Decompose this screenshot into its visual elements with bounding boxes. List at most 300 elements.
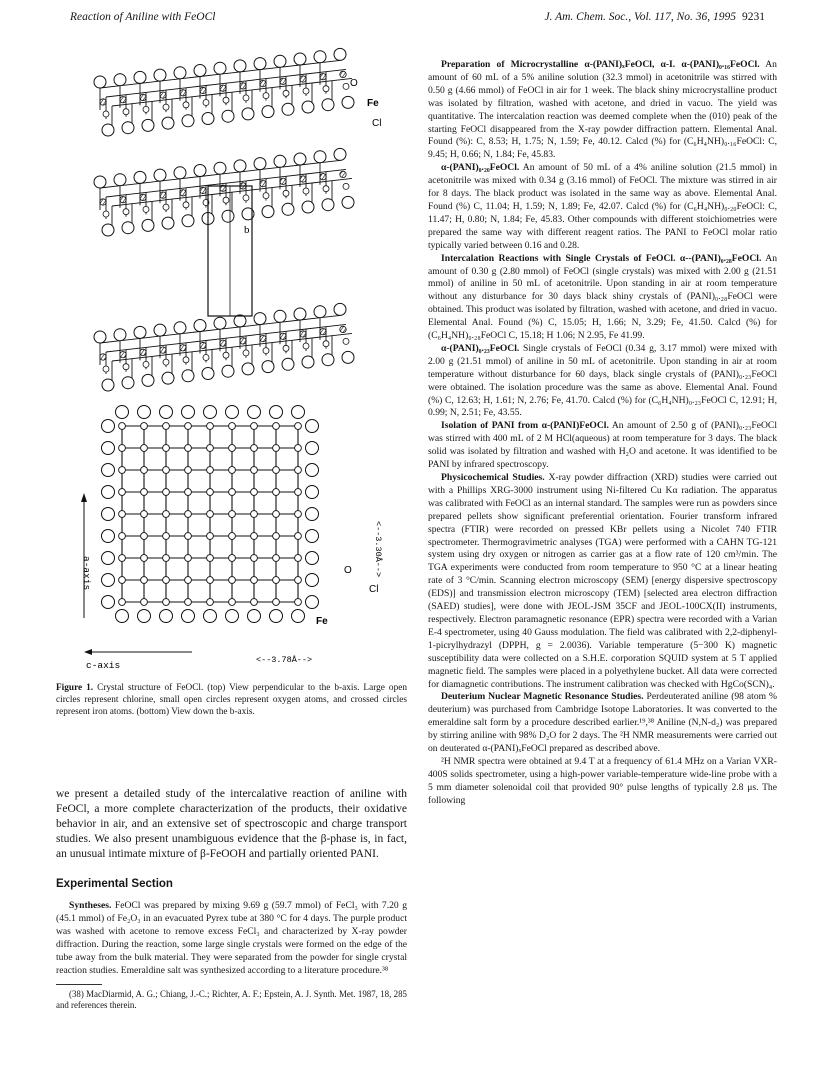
oxygen-atom bbox=[323, 341, 329, 347]
iron-atom bbox=[180, 345, 186, 351]
chlorine-atom bbox=[154, 69, 166, 81]
iron-atom bbox=[320, 74, 326, 80]
label-a-distance: <--3.30Å--> bbox=[373, 521, 383, 578]
bond bbox=[112, 359, 132, 361]
chlorine-atom bbox=[242, 363, 254, 375]
chlorine-atom bbox=[116, 406, 129, 419]
iron-atom bbox=[100, 199, 106, 205]
chlorine-atom bbox=[306, 596, 319, 609]
chlorine-atom bbox=[174, 167, 186, 179]
left-column-text bbox=[56, 787, 407, 1011]
grid-node bbox=[295, 489, 302, 496]
text-microcrystalline: An amount of 60 mL of a 5% aniline solution (32.3 mmol) in acetonitrile was stirred with 0.50 g (4.66 mmol) of FeOCl in air for 1 week. The black shiny microcrystalline product was isolated by filtration, washed with acetone, and dried in vacuo. The yield was quantitative. The intercalation reaction was deemed complete when the (010) peak of the starting FeOCl disappeared from the X-ray powder diffraction pattern. Elemental Anal. Found (%): C, 8.53; H, 1.75; N, 1.59; Fe, 40.12. Calcd (%) for (C₆H₄NH)₀.₁₆FeOCl: C, 9.45; H, 0.66; N, 1.84; Fe, 45.83. bbox=[428, 59, 777, 161]
oxygen-atom bbox=[203, 100, 209, 106]
iron-atom bbox=[140, 94, 146, 100]
bond bbox=[332, 333, 352, 335]
chlorine-atom bbox=[302, 201, 314, 213]
chlorine-atom bbox=[102, 224, 114, 236]
syntheses-heading: Syntheses. bbox=[69, 900, 112, 912]
paragraph-pani-020 bbox=[428, 162, 777, 252]
chlorine-atom bbox=[154, 169, 166, 181]
chlorine-atom bbox=[162, 117, 174, 129]
reference-38: (38) MacDiarmid, A. G.; Chiang, J.-C.; Richter, A. F.; Epstein, A. J. Synth. Met. 1987, 18, 285 and references therein. bbox=[56, 988, 407, 1010]
syntheses-text: FeOCl was prepared by mixing 9.69 g (59.7 mmol) of FeCl₃ with 7.20 g (45.1 mmol) of Fe₂O₃ in an evacuated Pyrex tube at 380 °C for 4 days. The purple product was washed with acetone to remove excess FeCl₃ and characterized by X-ray powder diffraction. During the reaction, some large single crystals were formed on the edge of the tube away from the bulk material. They were separated from the powder for single crystal reaction studies. Emeraldine salt was synthesized according to a literature procedure.³⁸ bbox=[56, 900, 407, 976]
chlorine-atom bbox=[262, 106, 274, 118]
a-axis-arrowhead bbox=[81, 493, 87, 502]
chlorine-atom bbox=[314, 51, 326, 63]
grid-node bbox=[229, 577, 236, 584]
grid-node bbox=[229, 489, 236, 496]
bond bbox=[332, 178, 352, 180]
chlorine-atom bbox=[182, 406, 195, 419]
chlorine-atom bbox=[134, 71, 146, 83]
chlorine-atom bbox=[102, 124, 114, 136]
oxygen-atom bbox=[343, 183, 349, 189]
grid-node bbox=[207, 445, 214, 452]
label-cl-bottom: Cl bbox=[369, 584, 379, 595]
chlorine-atom bbox=[138, 610, 151, 623]
chlorine-atom bbox=[162, 372, 174, 384]
heading-isolation: Isolation of PANI from α-(PANI)FeOCl. bbox=[441, 420, 609, 432]
chlorine-atom bbox=[234, 315, 246, 327]
grid-node bbox=[185, 467, 192, 474]
chlorine-atom bbox=[282, 358, 294, 370]
grid-node bbox=[273, 467, 280, 474]
bond bbox=[272, 85, 292, 87]
grid-node bbox=[119, 489, 126, 496]
grid-node bbox=[163, 489, 170, 496]
grid-node bbox=[185, 445, 192, 452]
grid-node bbox=[141, 577, 148, 584]
grid-node bbox=[185, 489, 192, 496]
bond bbox=[252, 188, 272, 190]
label-c-distance: <--3.78Å--> bbox=[256, 655, 313, 665]
iron-atom bbox=[140, 349, 146, 355]
paragraph-deuterium-nmr bbox=[428, 691, 777, 756]
grid-node bbox=[141, 423, 148, 430]
chlorine-atom bbox=[116, 610, 129, 623]
grid-node bbox=[163, 599, 170, 606]
grid-node bbox=[251, 533, 258, 540]
label-o-top: O bbox=[350, 78, 358, 89]
heading-microcrystalline: Preparation of Microcrystalline α-(PANI)ₓFeOCl, α-I. α-(PANI)₀.₁₆FeOCl. bbox=[441, 59, 760, 70]
iron-atom bbox=[180, 90, 186, 96]
chlorine-atom bbox=[102, 379, 114, 391]
iron-atom bbox=[300, 331, 306, 337]
chlorine-atom bbox=[134, 171, 146, 183]
oxygen-atom bbox=[183, 102, 189, 108]
iron-atom bbox=[260, 180, 266, 186]
grid-node bbox=[163, 423, 170, 430]
oxygen-atom bbox=[223, 97, 229, 103]
bond bbox=[292, 338, 312, 340]
chlorine-atom bbox=[248, 610, 261, 623]
chlorine-atom bbox=[182, 215, 194, 227]
oxygen-atom bbox=[343, 338, 349, 344]
caption-text: Crystal structure of FeOCl. (top) View perpendicular to the b-axis. Large open circles represent chlorine, small open circles represent oxygen atoms, and crossed circles represent iron atoms. (bottom) View down the b-axis. bbox=[56, 683, 407, 717]
oxygen-atom bbox=[303, 188, 309, 194]
iron-atom bbox=[240, 338, 246, 344]
text-pani-020: An amount of 50 mL of a 4% aniline solution (21.5 mmol) in acetonitrile was mixed with 0.34 g (3.16 mmol) of FeOCl. The mixture was stirred in air for 8 days. The black product was isolated in the same way as above. Elemental Anal. Found (%) C, 11.04; H, 1.59; N, 1.89; Fe, 42.07. Calcd (%) for (C₆H₄NH)₀.₂₀FeOCl: C, 11.47; H, 0.80; N, 1.84; Fe, 45.83. Other compounds with different stoichiometries were prepared the same way with different reagent ratios. The PANI to FeOCl molar ratio typically varied between 0.16 and 0.28. bbox=[428, 162, 777, 251]
iron-atom bbox=[300, 176, 306, 182]
chlorine-atom bbox=[142, 219, 154, 231]
bond bbox=[152, 99, 172, 101]
chlorine-atom bbox=[306, 464, 319, 477]
heading-deuterium-nmr: Deuterium Nuclear Magnetic Resonance Studies. bbox=[441, 691, 644, 703]
oxygen-atom bbox=[303, 343, 309, 349]
oxygen-atom bbox=[223, 352, 229, 358]
right-column-text bbox=[428, 59, 777, 808]
paragraph-microcrystalline bbox=[428, 59, 777, 162]
journal-citation: J. Am. Chem. Soc., Vol. 117, No. 36, 1995 bbox=[544, 11, 736, 23]
grid-node bbox=[251, 511, 258, 518]
iron-atom bbox=[100, 99, 106, 105]
grid-node bbox=[207, 511, 214, 518]
iron-atom bbox=[260, 80, 266, 86]
chlorine-atom bbox=[202, 113, 214, 125]
chlorine-atom bbox=[174, 322, 186, 334]
oxygen-atom bbox=[323, 186, 329, 192]
bond bbox=[232, 90, 252, 92]
oxygen-atom bbox=[123, 364, 129, 370]
oxygen-atom bbox=[143, 106, 149, 112]
grid-node bbox=[207, 577, 214, 584]
label-a-axis: a-axis bbox=[81, 556, 92, 591]
chlorine-atom bbox=[342, 196, 354, 208]
heading-pani-020: α-(PANI)₀.₂₀FeOCl. bbox=[441, 162, 520, 174]
chlorine-atom bbox=[154, 324, 166, 336]
bond bbox=[272, 340, 292, 342]
chlorine-atom bbox=[214, 162, 226, 174]
iron-atom bbox=[220, 340, 226, 346]
chlorine-atom bbox=[222, 210, 234, 222]
grid-node bbox=[273, 599, 280, 606]
iron-atom bbox=[180, 190, 186, 196]
iron-atom bbox=[160, 192, 166, 198]
iron-atom bbox=[280, 333, 286, 339]
grid-node bbox=[119, 423, 126, 430]
oxygen-atom bbox=[303, 88, 309, 94]
chlorine-atom bbox=[102, 464, 115, 477]
oxygen-atom bbox=[283, 90, 289, 96]
grid-node bbox=[273, 511, 280, 518]
bond bbox=[312, 81, 332, 83]
grid-node bbox=[185, 423, 192, 430]
label-cl-top: Cl bbox=[372, 118, 382, 129]
text-pani-023: Single crystals of FeOCl (0.34 g, 3.17 mmol) were mixed with 2.00 g (21.51 mmol) of aniline in 50 mL of acetonitrile. Upon standing in air at room temperature without disturbance for 60 days, black single crystals of (PANI)₀.₂₃FeOCl were obtained. The isolation procedure was the same as above. Elemental Anal. Found (%) C, 12.63; H, 1.61; N, 2.76; Fe, 41.70. Calcd (%) for (C₆H₄NH)₀.₂₃FeOCl C, 12.91; H, 0.99; N, 2.51; Fe, 43.55. bbox=[428, 342, 777, 419]
grid-node bbox=[141, 555, 148, 562]
chlorine-atom bbox=[292, 406, 305, 419]
iron-atom bbox=[220, 85, 226, 91]
chlorine-atom bbox=[314, 306, 326, 318]
grid-node bbox=[119, 577, 126, 584]
chlorine-atom bbox=[294, 53, 306, 65]
chlorine-atom bbox=[234, 60, 246, 72]
oxygen-atom bbox=[263, 348, 269, 354]
chlorine-atom bbox=[306, 574, 319, 587]
caption-label: Figure 1. bbox=[56, 683, 94, 693]
grid-node bbox=[119, 555, 126, 562]
grid-node bbox=[163, 467, 170, 474]
grid-node bbox=[207, 599, 214, 606]
chlorine-atom bbox=[182, 610, 195, 623]
text-deuterium-nmr: Perdeuterated aniline (98 atom % deuterium) was purchased from Cambridge Isotope Laboratories. It was converted to the emeraldine salt form by a procedure described earlier.¹⁹,³⁸ Aniline (N,N-d₂) was prepared by stirring aniline with 98% D₂O for 2 days. The ²H NMR measurements were carried out on deuterated α-(PANI)ₓFeOCl prepared as described above. bbox=[428, 691, 777, 755]
iron-atom bbox=[160, 347, 166, 353]
grid-node bbox=[251, 555, 258, 562]
label-b-axis: b bbox=[244, 224, 250, 236]
iron-atom bbox=[100, 354, 106, 360]
grid-node bbox=[229, 467, 236, 474]
chlorine-atom bbox=[102, 486, 115, 499]
bond bbox=[192, 195, 212, 197]
footnote-rule bbox=[56, 984, 102, 985]
grid-node bbox=[163, 577, 170, 584]
grid-node bbox=[295, 423, 302, 430]
chlorine-atom bbox=[306, 508, 319, 521]
bond bbox=[292, 83, 312, 85]
grid-node bbox=[207, 489, 214, 496]
experimental-section-heading: Experimental Section bbox=[56, 877, 173, 890]
structure-layer bbox=[94, 148, 354, 236]
chlorine-atom bbox=[142, 374, 154, 386]
chlorine-atom bbox=[102, 508, 115, 521]
bond bbox=[152, 199, 172, 201]
chlorine-atom bbox=[102, 596, 115, 609]
grid-node bbox=[273, 577, 280, 584]
oxygen-atom bbox=[183, 357, 189, 363]
oxygen-atom bbox=[263, 193, 269, 199]
iron-atom bbox=[280, 178, 286, 184]
grid-node bbox=[229, 533, 236, 540]
chlorine-atom bbox=[322, 99, 334, 111]
bond bbox=[112, 104, 132, 106]
grid-node bbox=[295, 533, 302, 540]
grid-node bbox=[207, 555, 214, 562]
grid-node bbox=[229, 511, 236, 518]
chlorine-atom bbox=[226, 610, 239, 623]
grid-node bbox=[273, 489, 280, 496]
bond bbox=[132, 201, 152, 203]
grid-node bbox=[163, 511, 170, 518]
grid-node bbox=[251, 467, 258, 474]
paragraph-pani-023 bbox=[428, 343, 777, 420]
chlorine-atom bbox=[262, 361, 274, 373]
grid-node bbox=[141, 445, 148, 452]
grid-node bbox=[251, 489, 258, 496]
bond bbox=[172, 97, 192, 99]
text-isolation: An amount of 2.50 g of (PANI)₀.₂₃FeOCl was stirred with 400 mL of 2 M HCl(aqueous) at room temperature for 3 days. The black solid was isolated by filtration and washed with H₂O and acetone. It was identified to be PANI by infrared spectroscopy. bbox=[428, 420, 777, 471]
bond bbox=[252, 343, 272, 345]
iron-atom bbox=[340, 171, 346, 177]
chlorine-atom bbox=[160, 406, 173, 419]
grid-node bbox=[185, 533, 192, 540]
oxygen-atom bbox=[143, 206, 149, 212]
syntheses-paragraph bbox=[56, 900, 407, 977]
bond bbox=[132, 101, 152, 103]
bond bbox=[272, 185, 292, 187]
bond bbox=[132, 356, 152, 358]
grid-node bbox=[207, 467, 214, 474]
grid-node bbox=[119, 445, 126, 452]
grid-node bbox=[141, 467, 148, 474]
grid-node bbox=[163, 555, 170, 562]
chlorine-atom bbox=[306, 442, 319, 455]
iron-atom bbox=[120, 97, 126, 103]
bond bbox=[332, 78, 352, 80]
iron-atom bbox=[340, 71, 346, 77]
bond bbox=[212, 347, 232, 349]
chlorine-atom bbox=[194, 320, 206, 332]
chlorine-atom bbox=[242, 108, 254, 120]
chlorine-atom bbox=[102, 442, 115, 455]
bottom-grid-view bbox=[81, 406, 319, 656]
chlorine-atom bbox=[202, 368, 214, 380]
text-single-crystals: An amount of 0.30 g (2.80 mmol) of FeOCl (single crystals) was mixed with 2.00 g (21.51 mmol) of aniline in 50 mL of acetonitrile. Upon standing in air at room temperature without any disturbance for 30 days black shiny crystals of (PANI)₀.₂₈FeOCl were obtained. This product was isolated by filtration, washed with acetone, and dried in vacuo. Elemental Anal. Found (%) C, 15.05; H, 1.66; N, 3.29; Fe, 41.50. Calcd (%) for (C₆H₄NH)₀.₂₈FeOCl C, 15.18; H 1.06; N 2.95, Fe 41.99. bbox=[428, 252, 777, 342]
bond bbox=[212, 92, 232, 94]
oxygen-atom bbox=[283, 345, 289, 351]
chlorine-atom bbox=[294, 153, 306, 165]
chlorine-atom bbox=[234, 160, 246, 172]
grid-node bbox=[163, 533, 170, 540]
grid-node bbox=[251, 599, 258, 606]
grid-node bbox=[141, 511, 148, 518]
chlorine-atom bbox=[342, 96, 354, 108]
grid-node bbox=[273, 445, 280, 452]
chlorine-atom bbox=[270, 610, 283, 623]
chlorine-atom bbox=[134, 326, 146, 338]
iron-atom bbox=[300, 76, 306, 82]
bond bbox=[292, 183, 312, 185]
bond bbox=[232, 190, 252, 192]
chlorine-atom bbox=[270, 406, 283, 419]
chlorine-atom bbox=[138, 406, 151, 419]
heading-physicochemical: Physicochemical Studies. bbox=[441, 472, 545, 483]
bond bbox=[232, 345, 252, 347]
chlorine-atom bbox=[292, 610, 305, 623]
grid-node bbox=[141, 533, 148, 540]
oxygen-atom bbox=[323, 86, 329, 92]
chlorine-atom bbox=[274, 155, 286, 167]
chlorine-atom bbox=[114, 174, 126, 186]
paragraph-isolation bbox=[428, 420, 777, 472]
chlorine-atom bbox=[122, 122, 134, 134]
bond bbox=[112, 204, 132, 206]
text-physicochemical: X-ray powder diffraction (XRD) studies were carried out with a Phillips XRG-3000 instrument using Ni-filtered Cu Kα radiation. The apparatus was calibrated with FeOCl as an internal standard. The samples were run as powders since prepared pellets show significant preferential orientation. Fourier transform infrared spectra (FTIR) were recorded on pressed KBr pellets using a Nicolet 740 FTIR spectrometer. Thermogravimetric analyses (TGA) were performed with a CAHN TG-121 system using dry oxygen or nitrogen as carrier gas at a flow rate of 120 cm³/min. The TGA experiments were conducted from room temperature to 950 °C at a linear heating rate of 3 °C/min. Scanning electron microscopy (SEM) [energy dispersive spectroscopy (EDS)] and transmission electron microscopy (TEM) [selected area electron diffraction (SAED) studies], were done with JEOL-JSM 35CF and JEOL-100CX(II) instruments, respectively. Electron paramagnetic resonance (EPR) spectra were recorded with a Varian E-4 spectrometer, using 40 Gauss modulation. The field was calibrated with 2,2-diphenyl-1-picrylhydrazyl (DPPH, g = 2.0036). Variable temperature (5−300 K) magnetic susceptibility data were collected on a S.H.E. corporation SQUID system at 5 T applied magnetic field. The samples were placed in a polyethylene bucket. All data were corrected for diamagnetic contributions. The instrument calibration was checked with HgCo(SCN)₄. bbox=[428, 472, 777, 690]
bond bbox=[212, 192, 232, 194]
grid-node bbox=[141, 489, 148, 496]
paragraph-single-crystals bbox=[428, 253, 777, 343]
iron-atom bbox=[140, 194, 146, 200]
chlorine-atom bbox=[194, 65, 206, 77]
oxygen-atom bbox=[283, 190, 289, 196]
chlorine-atom bbox=[174, 67, 186, 79]
grid-node bbox=[119, 467, 126, 474]
oxygen-atom bbox=[263, 93, 269, 99]
bond bbox=[252, 88, 272, 90]
oxygen-atom bbox=[183, 202, 189, 208]
chlorine-atom bbox=[122, 377, 134, 389]
chlorine-atom bbox=[194, 165, 206, 177]
running-header-title: Reaction of Aniline with FeOCl bbox=[70, 11, 216, 23]
chlorine-atom bbox=[322, 354, 334, 366]
chlorine-atom bbox=[222, 110, 234, 122]
chlorine-atom bbox=[102, 552, 115, 565]
iron-atom bbox=[200, 342, 206, 348]
figure-1-caption bbox=[56, 682, 407, 718]
oxygen-atom bbox=[223, 197, 229, 203]
chlorine-atom bbox=[204, 610, 217, 623]
label-fe-bottom: Fe bbox=[316, 616, 328, 627]
chlorine-atom bbox=[306, 530, 319, 543]
grid-node bbox=[295, 599, 302, 606]
iron-atom bbox=[120, 352, 126, 358]
bond bbox=[172, 352, 192, 354]
chlorine-atom bbox=[94, 176, 106, 188]
chlorine-atom bbox=[334, 303, 346, 315]
grid-node bbox=[185, 577, 192, 584]
grid-node bbox=[119, 533, 126, 540]
heading-single-crystals: Intercalation Reactions with Single Crystals of FeOCl. α--(PANI)₀.₂₈FeOCl. bbox=[441, 252, 762, 264]
chlorine-atom bbox=[262, 206, 274, 218]
chlorine-atom bbox=[122, 222, 134, 234]
chlorine-atom bbox=[102, 530, 115, 543]
chlorine-atom bbox=[182, 115, 194, 127]
bond bbox=[192, 95, 212, 97]
top-layer-view bbox=[94, 48, 354, 391]
iron-atom bbox=[200, 87, 206, 93]
chlorine-atom bbox=[282, 203, 294, 215]
oxygen-atom bbox=[203, 355, 209, 361]
chlorine-atom bbox=[102, 574, 115, 587]
oxygen-atom bbox=[163, 204, 169, 210]
chlorine-atom bbox=[274, 55, 286, 67]
grid-node bbox=[295, 511, 302, 518]
bond bbox=[172, 197, 192, 199]
chlorine-atom bbox=[302, 101, 314, 113]
chlorine-atom bbox=[254, 313, 266, 325]
grid-node bbox=[185, 599, 192, 606]
label-o-bottom: O bbox=[344, 565, 352, 576]
grid-node bbox=[295, 445, 302, 452]
iron-atom bbox=[120, 197, 126, 203]
chlorine-atom bbox=[282, 103, 294, 115]
chlorine-atom bbox=[302, 356, 314, 368]
iron-atom bbox=[320, 174, 326, 180]
chlorine-atom bbox=[94, 76, 106, 88]
grid-node bbox=[119, 511, 126, 518]
chlorine-atom bbox=[306, 420, 319, 433]
figure-1-crystal-structure bbox=[80, 38, 410, 678]
paragraph-physicochemical bbox=[428, 472, 777, 691]
chlorine-atom bbox=[214, 317, 226, 329]
iron-atom bbox=[260, 335, 266, 341]
grid-node bbox=[251, 577, 258, 584]
grid-node bbox=[273, 533, 280, 540]
chlorine-atom bbox=[274, 310, 286, 322]
iron-atom bbox=[340, 326, 346, 332]
chlorine-atom bbox=[306, 486, 319, 499]
chlorine-atom bbox=[160, 610, 173, 623]
oxygen-atom bbox=[243, 195, 249, 201]
grid-node bbox=[251, 423, 258, 430]
iron-atom bbox=[200, 187, 206, 193]
iron-atom bbox=[320, 329, 326, 335]
bond bbox=[152, 354, 172, 356]
oxygen-atom bbox=[243, 95, 249, 101]
chlorine-atom bbox=[214, 62, 226, 74]
paragraph-nmr-spectra: ²H NMR spectra were obtained at 9.4 T at a frequency of 61.4 MHz on a Varian VXR-400S solids spectrometer, using a high-power variable-temperature wide-line probe with a 5 mm diameter solenoidal coil that provided 90° pulse lengths of typically 2.8 μs. The following bbox=[428, 755, 777, 806]
oxygen-atom bbox=[143, 361, 149, 367]
